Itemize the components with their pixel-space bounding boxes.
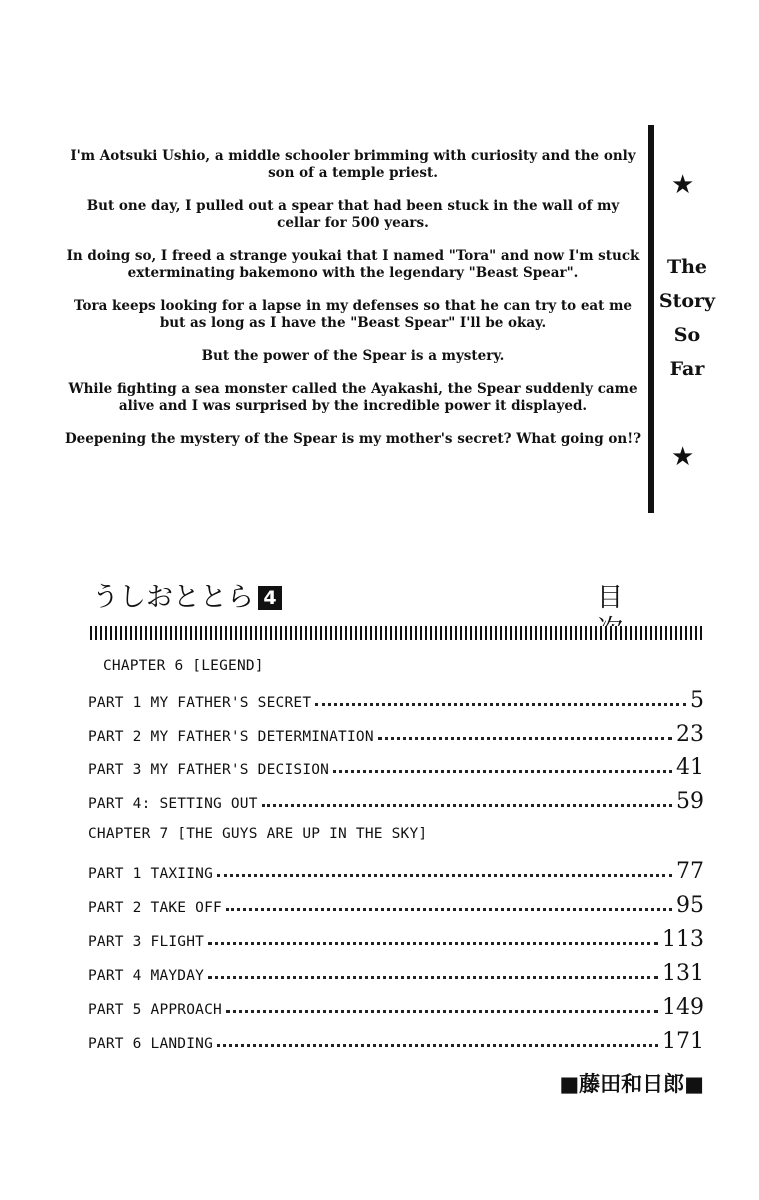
author-name: ■藤田和日郎■ bbox=[559, 1072, 704, 1096]
toc-row[interactable] bbox=[88, 787, 704, 815]
series-title-text: うしおととら bbox=[92, 582, 254, 613]
toc-page-number: 95 bbox=[676, 893, 704, 918]
toc-row[interactable] bbox=[88, 925, 704, 953]
side-title bbox=[658, 250, 716, 386]
side-title-line: Story bbox=[658, 290, 716, 312]
toc-part-title: PART 1 MY FATHER'S SECRET bbox=[88, 695, 312, 711]
toc-page-number: 77 bbox=[676, 859, 704, 884]
story-paragraph: While fighting a sea monster called the Ayakashi, the Spear suddenly came alive and I was surprised by the incredible power it displayed. bbox=[68, 381, 638, 414]
toc-page-number: 171 bbox=[662, 1029, 704, 1054]
chapter-heading: CHAPTER 7 [THE GUYS ARE UP IN THE SKY] bbox=[88, 826, 428, 842]
toc-page-number: 23 bbox=[676, 722, 704, 747]
volume-badge: 4 bbox=[258, 586, 282, 610]
dot-leader bbox=[217, 874, 672, 877]
toc-page-number: 113 bbox=[662, 927, 704, 952]
story-paragraph: In doing so, I freed a strange youkai that I named "Tora" and now I'm stuck exterminating bakemono with the legendary "Beast Spear". bbox=[66, 248, 640, 281]
toc-page-number: 5 bbox=[690, 688, 704, 713]
dot-leader bbox=[208, 942, 658, 945]
toc-row[interactable] bbox=[88, 891, 704, 919]
toc-part-title: PART 3 FLIGHT bbox=[88, 934, 205, 950]
toc-part-title: PART 6 LANDING bbox=[88, 1036, 214, 1052]
series-title bbox=[92, 582, 282, 614]
star-icon: ★ bbox=[671, 442, 695, 472]
toc-part-title: PART 4: SETTING OUT bbox=[88, 796, 258, 812]
toc-row[interactable] bbox=[88, 720, 704, 748]
chapter-heading: CHAPTER 6 [LEGEND] bbox=[103, 658, 264, 674]
toc-page-number: 41 bbox=[676, 755, 704, 780]
toc-part-title: PART 2 MY FATHER'S DETERMINATION bbox=[88, 729, 374, 745]
toc-row[interactable] bbox=[88, 1027, 704, 1055]
story-paragraph: I'm Aotsuki Ushio, a middle schooler brimming with curiosity and the only son of a temple priest. bbox=[70, 148, 636, 181]
toc-page-number: 59 bbox=[676, 789, 704, 814]
contents-label: 目 bbox=[597, 583, 664, 613]
hatched-divider bbox=[90, 626, 703, 640]
toc-part-title: PART 3 MY FATHER'S DECISION bbox=[88, 762, 330, 778]
story-paragraph: Tora keeps looking for a lapse in my defenses so that he can try to eat me but as long as I have the "Beast Spear" I'll be okay. bbox=[74, 298, 632, 331]
dot-leader bbox=[262, 804, 672, 807]
toc-row[interactable] bbox=[88, 686, 704, 714]
toc-part-title: PART 5 APPROACH bbox=[88, 1002, 222, 1018]
side-title-line: So Far bbox=[669, 324, 705, 380]
toc-row[interactable] bbox=[88, 857, 704, 885]
story-so-far-text bbox=[64, 148, 642, 464]
toc-row[interactable] bbox=[88, 993, 704, 1021]
dot-leader bbox=[315, 703, 686, 706]
dot-leader bbox=[208, 976, 658, 979]
dot-leader bbox=[217, 1044, 658, 1047]
story-paragraph: But one day, I pulled out a spear that had been stuck in the wall of my cellar for 500 years. bbox=[86, 198, 620, 231]
toc-part-title: PART 4 MAYDAY bbox=[88, 968, 205, 984]
toc-part-title: PART 2 TAKE OFF bbox=[88, 900, 222, 916]
toc-page-number: 149 bbox=[662, 995, 704, 1020]
vertical-divider bbox=[648, 125, 654, 513]
story-paragraph: But the power of the Spear is a mystery. bbox=[201, 348, 505, 364]
toc-row[interactable] bbox=[88, 753, 704, 781]
toc-row[interactable] bbox=[88, 959, 704, 987]
dot-leader bbox=[333, 770, 672, 773]
toc-page-number: 131 bbox=[662, 961, 704, 986]
dot-leader bbox=[378, 737, 672, 740]
star-icon: ★ bbox=[671, 170, 695, 200]
dot-leader bbox=[226, 908, 672, 911]
dot-leader bbox=[226, 1010, 658, 1013]
toc-part-title: PART 1 TAXIING bbox=[88, 866, 214, 882]
side-title-line: The bbox=[666, 256, 708, 278]
story-paragraph: Deepening the mystery of the Spear is my mother's secret? What going on!? bbox=[64, 431, 642, 447]
